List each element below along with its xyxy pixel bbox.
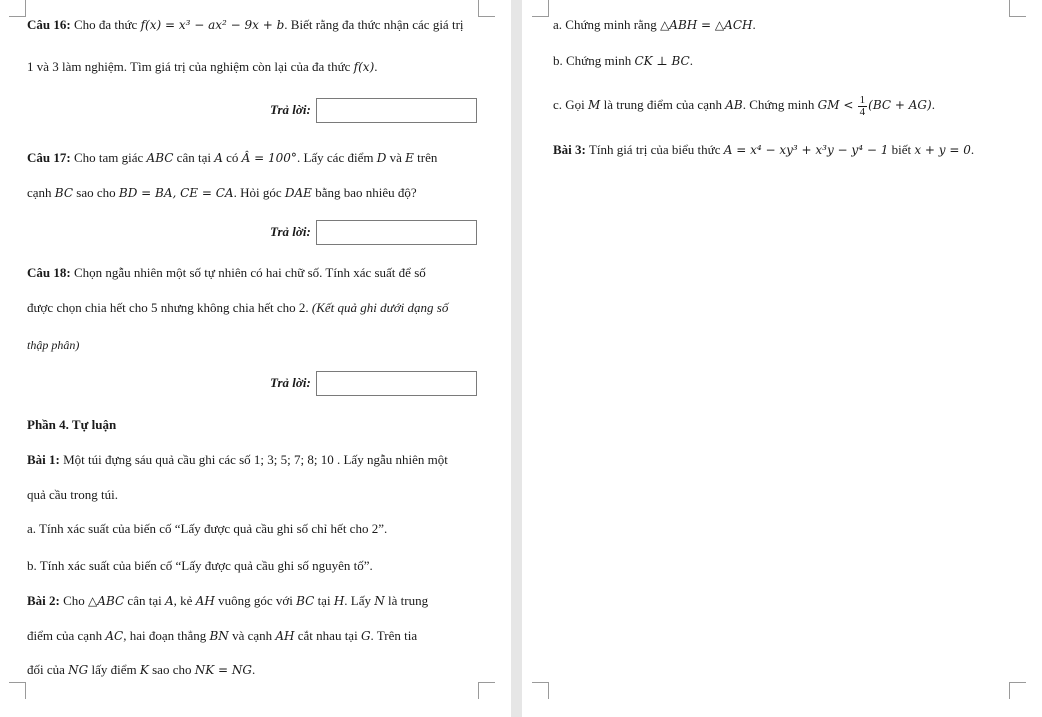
part4-heading: Phần 4. Tự luận bbox=[27, 417, 117, 432]
bai2-part-b: b. Chứng minh CK ⊥ BC. bbox=[553, 53, 693, 68]
crop-mark-bottom-left bbox=[532, 682, 549, 699]
document-page-left bbox=[0, 0, 511, 717]
document-page-right bbox=[522, 0, 1042, 717]
q17-line2: cạnh BC sao cho BD = BA, CE = CA. Hỏi góc DAE bằng bao nhiêu độ? bbox=[27, 185, 417, 200]
q17-answer-row bbox=[0, 220, 511, 244]
crop-mark-top-left bbox=[532, 0, 549, 17]
bai1-part-b: b. Tính xác suất của biến cố “Lấy được quả cầu ghi số nguyên tố”. bbox=[27, 558, 373, 573]
q17-answer-box[interactable] bbox=[316, 220, 477, 245]
bai1-line1: Bài 1: Một túi đựng sáu quả cầu ghi các số 1; 3; 5; 7; 8; 10 . Lấy ngẫu nhiên một bbox=[27, 452, 448, 467]
crop-mark-top-right bbox=[1009, 0, 1026, 17]
answer-label: Trả lời: bbox=[270, 102, 311, 117]
bai1-line2: quả cầu trong túi. bbox=[27, 487, 118, 502]
q16-label: Câu 16: bbox=[27, 17, 71, 32]
bai2-line2: điểm của cạnh AC, hai đoạn thẳng BN và cạnh AH cắt nhau tại G. Trên tia bbox=[27, 628, 418, 643]
fraction-one-quarter: $\frac{1}{4}$ bbox=[859, 93, 866, 118]
q17-line1: Câu 17: Cho tam giác ABC cân tại A có Â = 100°. Lấy các điểm D và E trên bbox=[27, 150, 438, 165]
bai2-line1: Bài 2: Cho △ABC cân tại A, kẻ AH vuông góc với BC tại H. Lấy N là trung bbox=[27, 593, 429, 608]
q16-answer-row bbox=[0, 98, 511, 122]
q16-answer-box[interactable] bbox=[316, 98, 477, 123]
q16-polynomial: f(x) = x³ − ax² − 9x + b bbox=[140, 18, 285, 32]
bai2-line3: đối của NG lấy điểm K sao cho NK = NG. bbox=[27, 662, 256, 677]
bai2-part-a: a. Chứng minh rằng △ABH = △ACH. bbox=[553, 17, 756, 32]
crop-mark-top-left bbox=[9, 0, 26, 17]
q16-line2: 1 và 3 làm nghiệm. Tìm giá trị của nghiệm còn lại của đa thức f(x). bbox=[27, 59, 378, 74]
q18-answer-box[interactable] bbox=[316, 371, 477, 396]
q18-line2: được chọn chia hết cho 5 nhưng không chia hết cho 2. (Kết quả ghi dưới dạng số bbox=[27, 300, 449, 315]
crop-mark-bottom-right bbox=[1009, 682, 1026, 699]
crop-mark-bottom-left bbox=[9, 682, 26, 699]
q18-line1: Câu 18: Chọn ngẫu nhiên một số tự nhiên có hai chữ số. Tính xác suất để số bbox=[27, 265, 426, 280]
bai1-part-a: a. Tính xác suất của biến cố “Lấy được quả cầu ghi số chỉ hết cho 2”. bbox=[27, 521, 388, 536]
bai3-line: Bài 3: Tính giá trị của biểu thức A = x⁴ − xy³ + x³y − y⁴ − 1 biết x + y = 0. bbox=[553, 142, 975, 157]
q18-line3: thập phân) bbox=[27, 338, 80, 352]
q16-line1: Câu 16: Cho đa thức f(x) = x³ − ax² − 9x + b. Biết rằng đa thức nhận các giá trị bbox=[27, 17, 464, 32]
q18-answer-row bbox=[0, 371, 511, 395]
bai2-label: Bài 2: bbox=[27, 593, 60, 608]
q18-label: Câu 18: bbox=[27, 265, 71, 280]
bai2-part-c: c. Gọi M là trung điểm của cạnh AB. Chứng minh GM < $\frac{1}{4}$ (BC + AG). bbox=[553, 93, 935, 118]
crop-mark-top-right bbox=[478, 0, 495, 17]
q17-label: Câu 17: bbox=[27, 150, 71, 165]
answer-label: Trả lời: bbox=[270, 375, 311, 390]
bai1-label: Bài 1: bbox=[27, 452, 60, 467]
crop-mark-bottom-right bbox=[478, 682, 495, 699]
bai3-label: Bài 3: bbox=[553, 142, 586, 157]
answer-label: Trả lời: bbox=[270, 224, 311, 239]
